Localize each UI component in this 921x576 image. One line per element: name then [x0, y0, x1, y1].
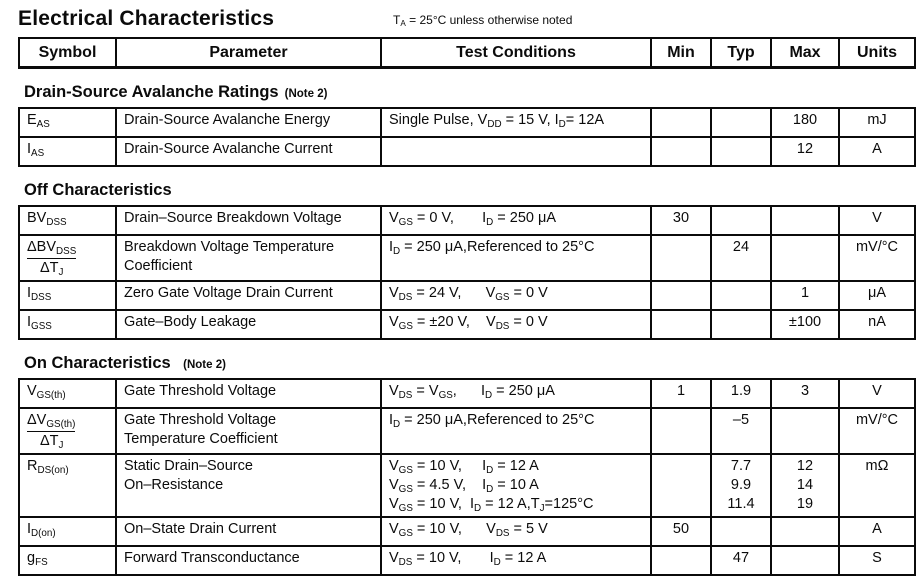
cell-symbol	[19, 454, 116, 517]
cell-units	[839, 408, 915, 454]
cell-test-conditions	[381, 235, 651, 281]
cell-test-conditions	[381, 281, 651, 310]
cell-line: $V_{GS} = \pm 20$ V, $V_{DS} = 0$ V	[389, 314, 548, 332]
cell-line	[659, 411, 703, 430]
cell-line	[779, 238, 831, 257]
cell-line	[659, 284, 703, 303]
cell-typ	[711, 454, 771, 517]
cell-units	[839, 137, 915, 166]
section-title-text: Drain-Source Avalanche Ratings	[24, 83, 279, 101]
cell-max	[771, 379, 839, 408]
col-header-test-conditions: Test Conditions	[381, 38, 651, 68]
cell-symbol	[19, 281, 116, 310]
cell-test-conditions	[381, 206, 651, 235]
cell-max	[771, 546, 839, 575]
cell-line: A	[872, 521, 882, 537]
cell-max	[771, 310, 839, 339]
cell-min	[651, 517, 711, 546]
test-conditions-note: $T_A = 25^\circ C$ unless otherwise noted	[393, 13, 573, 29]
cell-max	[771, 206, 839, 235]
cell-symbol	[19, 206, 116, 235]
cell-typ	[711, 546, 771, 575]
cell-max	[771, 517, 839, 546]
cell-line: $g_{FS}$	[27, 550, 48, 568]
col-header-max: Max	[771, 38, 839, 68]
cell-line: 50	[672, 521, 690, 537]
cell-line: Single Pulse, $V_{DD} = 15$ V, $I_D= 12A$	[389, 112, 605, 130]
cell-line: $I_{D(on)}$	[27, 521, 56, 539]
cell-test-conditions	[381, 108, 651, 137]
cell-line: $BV_{DSS}$	[27, 210, 67, 228]
cell-line: $V_{GS(th)}$	[27, 383, 66, 401]
cell-symbol	[19, 137, 116, 166]
cell-line: A	[872, 141, 882, 157]
cell-line: 12	[796, 458, 814, 474]
cell-line: mΩ	[865, 458, 889, 474]
cell-typ	[711, 517, 771, 546]
cell-line	[779, 520, 831, 539]
table-row	[19, 108, 915, 137]
cell-line	[719, 111, 763, 130]
cell-typ	[711, 137, 771, 166]
cell-max	[771, 235, 839, 281]
section-table-on-characteristics	[18, 378, 916, 576]
cell-line: 24	[732, 239, 750, 255]
table-row	[19, 310, 915, 339]
cell-parameter	[116, 546, 381, 575]
cell-typ	[711, 206, 771, 235]
header-row	[19, 38, 915, 68]
cell-min	[651, 408, 711, 454]
page-title: Electrical Characteristics	[18, 7, 275, 30]
cell-line: mV/°C	[855, 412, 899, 428]
cell-parameter	[116, 281, 381, 310]
cell-line: $I_{AS}$	[27, 141, 45, 159]
cell-max	[771, 108, 839, 137]
cell-line	[659, 457, 703, 476]
cell-line: $V_{DS} = 10$ V, $I_D = 12$ A	[389, 550, 547, 568]
cell-line: V	[872, 210, 882, 226]
cell-line	[779, 209, 831, 228]
cell-units	[839, 206, 915, 235]
cell-line	[719, 520, 763, 539]
cell-max	[771, 281, 839, 310]
cell-max	[771, 454, 839, 517]
cell-units	[839, 281, 915, 310]
cell-line: Drain-Source Avalanche Energy	[124, 112, 331, 128]
cell-symbol	[19, 408, 116, 454]
section-note: (Note 2)	[176, 359, 226, 371]
table-row	[19, 379, 915, 408]
cell-parameter	[116, 454, 381, 517]
table-row	[19, 235, 915, 281]
cell-typ	[711, 379, 771, 408]
cell-parameter	[116, 235, 381, 281]
cell-symbol	[19, 517, 116, 546]
cell-typ	[711, 235, 771, 281]
cell-parameter	[116, 517, 381, 546]
fraction-denominator: $\Delta T_J$	[40, 433, 64, 451]
cell-line: $I_D = 250$ μA,Referenced to 25°C	[389, 412, 595, 430]
cell-line: $V_{GS} = 10$ V, $I_D = 12$ $A,T_J=125^\circ C$	[389, 496, 594, 514]
cell-line: Drain-Source Avalanche Current	[124, 141, 333, 157]
cell-test-conditions	[381, 310, 651, 339]
cell-line: 14	[796, 477, 814, 493]
cell-line: μA	[867, 285, 887, 301]
cell-line: Coefficient	[124, 258, 193, 274]
cell-line: 1	[676, 383, 686, 399]
cell-line	[659, 313, 703, 332]
section-title-off-characteristics	[24, 180, 914, 202]
table-row	[19, 517, 915, 546]
table-row	[19, 546, 915, 575]
cell-line: $V_{GS} = 10$ V, $V_{DS} = 5$ V	[389, 521, 548, 539]
cell-line: S	[872, 550, 882, 566]
cell-line: 3	[800, 383, 810, 399]
page-header	[18, 7, 914, 37]
cell-line	[779, 549, 831, 568]
col-header-symbol: Symbol	[19, 38, 116, 68]
cell-line: 1	[800, 285, 810, 301]
section-title-on-characteristics	[24, 353, 914, 375]
cell-line: 9.9	[730, 477, 752, 493]
cell-units	[839, 108, 915, 137]
cell-line: mJ	[867, 112, 887, 128]
cell-test-conditions	[381, 546, 651, 575]
table-row	[19, 137, 915, 166]
table-row	[19, 408, 915, 454]
cell-units	[839, 379, 915, 408]
cell-line	[659, 549, 703, 568]
cell-line: mV/°C	[855, 239, 899, 255]
cell-symbol	[19, 310, 116, 339]
fraction-denominator: $\Delta T_J$	[40, 260, 64, 278]
cell-line: ±100	[788, 314, 822, 330]
cell-units	[839, 310, 915, 339]
cell-line: $V_{GS} = 10$ V, $I_D = 12$ A	[389, 458, 539, 476]
cell-test-conditions	[381, 137, 651, 166]
fraction-numerator: $\Delta BV_{DSS}$	[27, 238, 76, 259]
section-note: (Note 2)	[284, 88, 328, 100]
cell-line: –5	[732, 412, 750, 428]
table-row	[19, 454, 915, 517]
table-row	[19, 281, 915, 310]
cell-line: $E_{AS}$	[27, 112, 50, 130]
cell-min	[651, 379, 711, 408]
section-table-avalanche-ratings	[18, 107, 916, 167]
cell-test-conditions	[381, 517, 651, 546]
cell-line: Drain–Source Breakdown Voltage	[124, 210, 342, 226]
cell-symbol	[19, 235, 116, 281]
cell-line: Gate Threshold Voltage	[124, 412, 277, 428]
cell-symbol	[19, 108, 116, 137]
cell-min	[651, 235, 711, 281]
cell-line: $R_{DS(on)}$	[27, 458, 69, 476]
cell-line: Gate Threshold Voltage	[124, 383, 277, 399]
cell-typ	[711, 310, 771, 339]
cell-line: 30	[672, 210, 690, 226]
cell-line: $I_{GSS}$	[27, 314, 52, 332]
cell-line: Static Drain–Source	[124, 458, 253, 474]
cell-min	[651, 454, 711, 517]
cell-min	[651, 546, 711, 575]
cell-parameter	[116, 408, 381, 454]
cell-max	[771, 137, 839, 166]
cell-units	[839, 546, 915, 575]
cell-parameter	[116, 379, 381, 408]
cell-line: Temperature Coefficient	[124, 431, 278, 447]
cell-line	[719, 209, 763, 228]
cell-typ	[711, 408, 771, 454]
cell-line: $V_{GS} = 0$ V, $I_D = 250$ μA	[389, 210, 557, 228]
col-header-min: Min	[651, 38, 711, 68]
cell-line: 11.4	[727, 496, 755, 512]
cell-min	[651, 137, 711, 166]
fraction-numerator: $\Delta V_{GS(th)}$	[27, 411, 75, 432]
col-header-units: Units	[839, 38, 915, 68]
cell-line: nA	[868, 314, 886, 330]
cell-line	[719, 313, 763, 332]
column-header-table	[18, 37, 916, 69]
cell-line: Forward Transconductance	[124, 550, 300, 566]
cell-line	[779, 411, 831, 430]
cell-line: 12	[796, 141, 814, 157]
cell-units	[839, 235, 915, 281]
cell-line	[659, 238, 703, 257]
cell-typ	[711, 108, 771, 137]
cell-line: Zero Gate Voltage Drain Current	[124, 285, 333, 301]
cell-line: 19	[796, 496, 814, 512]
cell-symbol	[19, 546, 116, 575]
section-title-text: Off Characteristics	[24, 181, 172, 199]
cell-line: $I_D = 250$ μA,Referenced to 25°C	[389, 239, 595, 257]
col-header-parameter: Parameter	[116, 38, 381, 68]
cell-line: $V_{DS} = 24$ V, $V_{GS} = 0$ V	[389, 285, 548, 303]
cell-line: $V_{GS} = 4.5$ V, $I_D = 10$ A	[389, 477, 539, 495]
cell-line: 47	[732, 550, 750, 566]
cell-parameter	[116, 310, 381, 339]
cell-units	[839, 517, 915, 546]
cell-test-conditions	[381, 454, 651, 517]
cell-line	[659, 111, 703, 130]
cell-min	[651, 310, 711, 339]
cell-parameter	[116, 137, 381, 166]
cell-max	[771, 408, 839, 454]
cell-line	[719, 140, 763, 159]
cell-symbol	[19, 379, 116, 408]
section-title-avalanche-ratings	[24, 82, 914, 104]
cell-test-conditions	[381, 379, 651, 408]
cell-min	[651, 206, 711, 235]
cell-line: Breakdown Voltage Temperature	[124, 239, 335, 255]
cell-line	[659, 140, 703, 159]
cell-test-conditions	[381, 408, 651, 454]
col-header-typ: Typ	[711, 38, 771, 68]
cell-parameter	[116, 206, 381, 235]
cell-typ	[711, 281, 771, 310]
cell-line: 1.9	[730, 383, 752, 399]
cell-line: 7.7	[730, 458, 752, 474]
cell-line: $V_{DS} = V_{GS}$, $I_D = 250$ μA	[389, 383, 555, 401]
cell-units	[839, 454, 915, 517]
cell-parameter	[116, 108, 381, 137]
cell-line: On–Resistance	[124, 477, 224, 493]
section-title-text: On Characteristics	[24, 354, 171, 372]
table-row	[19, 206, 915, 235]
cell-line: On–State Drain Current	[124, 521, 277, 537]
section-table-off-characteristics	[18, 205, 916, 340]
cell-line: Gate–Body Leakage	[124, 314, 257, 330]
cell-line	[719, 284, 763, 303]
cell-line: V	[872, 383, 882, 399]
cell-min	[651, 281, 711, 310]
cell-line: 180	[792, 112, 818, 128]
cell-min	[651, 108, 711, 137]
cell-line: $I_{DSS}$	[27, 285, 52, 303]
cell-line	[389, 140, 643, 159]
